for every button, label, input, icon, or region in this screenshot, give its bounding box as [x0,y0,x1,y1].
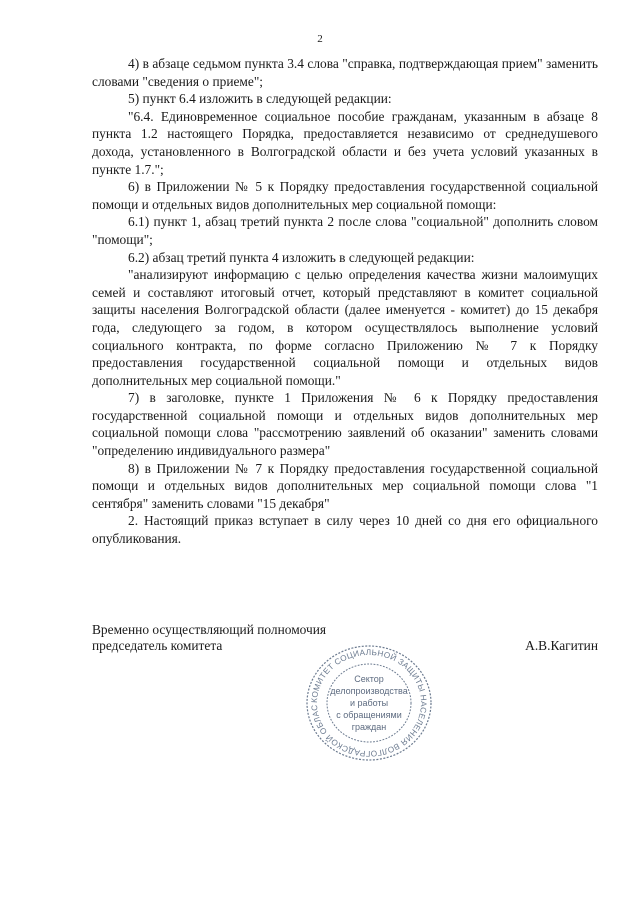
stamp-line-5: граждан [351,722,387,732]
paragraph-item-5: 5) пункт 6.4 изложить в следующей редакции: [128,91,392,107]
paragraph-item-4: 4) в абзаце седьмом пункта 3.4 слова "справка, подтверждающая прием" заменить словами "сведения о приеме"; [92,56,598,89]
signer-title-line-2: председатель комитета [92,638,223,653]
stamp-seal-icon [304,644,434,762]
signer-name: А.В.Кагитин [525,638,598,653]
signer-title-line-1: Временно осуществляющий полномочия [92,622,327,637]
paragraph-item-7: 7) в заголовке, пункте 1 Приложения № 6 к Порядку предоставления государственной социальной помощи и отдельных видов дополнительных мер социальной помощи слова "рассмотрению заявлений об оказании" заменить словами "определению индивидуального размера" [92,390,598,459]
stamp-line-4: с обращениями [336,710,402,720]
paragraph-quote-6-4: "6.4. Единовременное социальное пособие гражданам, указанным в абзаце 8 пункта 1.2 настоящего Порядка, предоставляется независимо от среднедушевого дохода, установленного в Волгоградской области и без учета условий указанных в пункте 1.7."; [92,108,598,177]
paragraph-quote-analysis: "анализируют информацию с целью определения качества жизни малоимущих семей и составляют итоговый отчет, который представляют в комитет социальной защиты населения Волгоградской области (далее именуется - комитет) до 15 декабря года, следующего за годом, в котором осуществлялось выполнение условий социального контракта, по форме согласно Приложению № 7 к Порядку предоставления государственной социальной помощи и отдельных видов дополнительных мер социальной помощи." [92,267,598,388]
stamp-line-3: и работы [349,698,389,708]
paragraph-item-6-2: 6.2) абзац третий пункта 4 изложить в следующей редакции: [128,249,475,265]
paragraph-item-8: 8) в Приложении № 7 к Порядку предоставления государственной социальной помощи и отдельных видов дополнительных мер социальной помощи слова "1 сентября" заменить словами "15 декабря" [92,460,598,511]
paragraph-item-6: 6) в Приложении № 5 к Порядку предоставления государственной социальной помощи и отдельных видов дополнительных мер социальной помощи: [92,179,598,212]
paragraph-effective-date: 2. Настоящий приказ вступает в силу через 10 дней со дня его официального опубликования. [92,513,598,547]
office-stamp [304,644,434,762]
stamp-ring-text: КОМИТЕТ СОЦИАЛЬНОЙ ЗАЩИТЫ НАСЕЛЕНИЯ ВОЛГОГРАДСКОЙ ОБЛАС [309,647,429,759]
page-number: 2 [317,33,323,45]
stamp-line-1: Сектор [354,674,384,684]
stamp-line-2: делопроизводства [330,686,408,696]
paragraph-item-6-1: 6.1) пункт 1, абзац третий пункта 2 после слова "социальной" дополнить словом "помощи"; [92,214,598,247]
document-body [92,55,598,548]
